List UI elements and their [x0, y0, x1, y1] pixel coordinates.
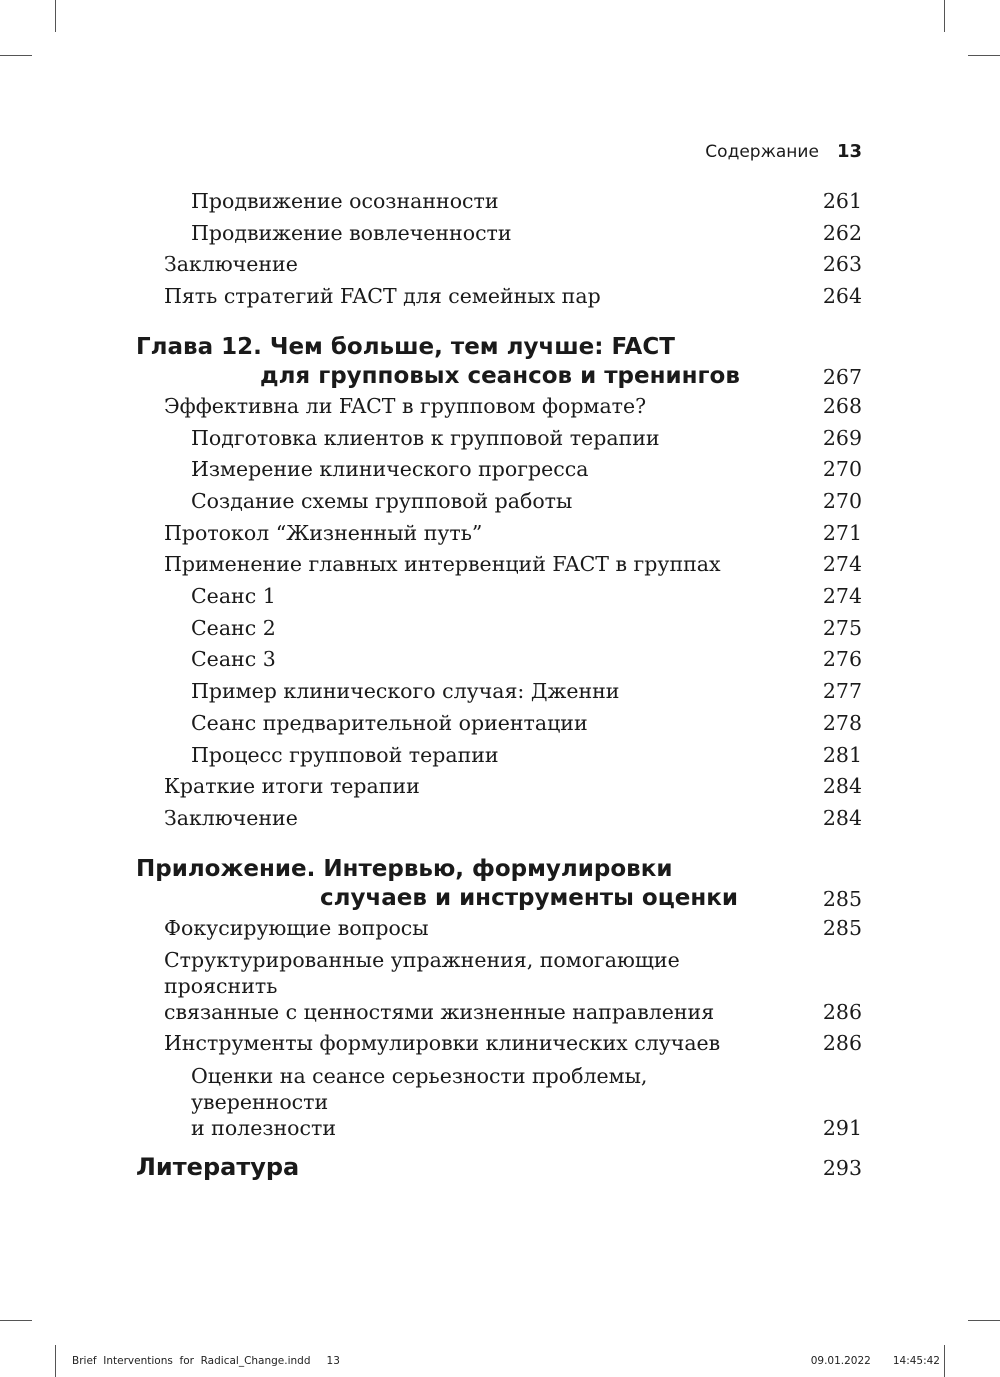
toc-entry-page: 276 [822, 647, 862, 672]
toc-entry[interactable] [191, 676, 862, 708]
toc-entry-page: 274 [822, 584, 862, 609]
toc-entry[interactable] [191, 708, 862, 740]
toc-entry-page: 261 [822, 189, 862, 213]
toc-entry[interactable] [164, 549, 862, 581]
toc-entry-page: 268 [822, 393, 862, 418]
crop-mark-top-right [944, 0, 945, 32]
toc-entry[interactable] [191, 454, 862, 486]
toc-entry-title: Сеанс 2 [191, 615, 276, 640]
appendix-title-line-1: Приложение. Интервью, формулировки [136, 855, 673, 882]
toc-entry[interactable] [191, 218, 862, 250]
toc-entry-page: 286 [822, 1031, 862, 1056]
toc-entry-title: Краткие итоги терапии [164, 774, 420, 799]
toc-entry[interactable] [164, 947, 862, 1025]
chapter-title-line-2: для групповых сеансов и тренингов [260, 362, 740, 389]
toc-chapter-12[interactable] [136, 333, 862, 391]
toc-entry-page: 275 [822, 615, 862, 640]
toc-entry[interactable] [191, 423, 862, 455]
toc-entry-page: 281 [822, 742, 862, 767]
toc-entry-page: 284 [822, 774, 862, 799]
toc-entry-page: 270 [822, 488, 862, 513]
toc-entry-title: Сеанс 1 [191, 584, 276, 609]
crop-mark-bottom-right-h [968, 1320, 1000, 1321]
toc-entry-title: Протокол “Жизненный путь” [164, 520, 483, 545]
crop-mark-bottom-left [55, 1345, 56, 1377]
toc-entry-title: Измерение клинического прогресса [191, 457, 589, 482]
toc-entry-page: 264 [822, 284, 862, 309]
toc-entry-title-line-1: Оценки на сеансе серьезности проблемы, уверенности [191, 1064, 648, 1115]
toc-entry[interactable] [191, 486, 862, 518]
toc-entry-title: Продвижение вовлеченности [191, 220, 512, 245]
slug-file-name: Brief Interventions for Radical_Change.indd [72, 1355, 311, 1367]
toc-entry-page: 262 [822, 220, 862, 245]
running-head [600, 140, 862, 164]
toc-entry[interactable] [164, 249, 862, 281]
toc-entry-page: 270 [822, 457, 862, 482]
slug-right [811, 1355, 940, 1367]
toc-entry-page: 278 [822, 710, 862, 735]
toc-entry-title: Заключение [164, 805, 298, 830]
crop-mark-bottom-right [944, 1345, 945, 1377]
toc-entry[interactable] [191, 186, 862, 218]
toc-entry[interactable] [164, 518, 862, 550]
toc-entry-title: Пять стратегий FACT для семейных пар [164, 284, 601, 309]
toc-entry-title: Продвижение осознанности [191, 189, 499, 213]
toc-entry-title: Применение главных интервенций FACT в группах [164, 552, 721, 577]
running-head-page-number: 13 [836, 141, 862, 162]
toc-entry-title: Сеанс 3 [191, 647, 276, 672]
toc-entry[interactable] [191, 613, 862, 645]
toc-entry-page: 269 [822, 425, 862, 450]
slug-date: 09.01.2022 [810, 1355, 871, 1367]
toc-entry-page: 271 [822, 520, 862, 545]
toc-literature[interactable] [136, 1153, 862, 1182]
slug-left [72, 1355, 340, 1367]
toc-entry[interactable] [164, 771, 862, 803]
toc-entry-title: Эффективна ли FACT в групповом формате? [164, 393, 647, 418]
toc-entry-title: Пример клинического случая: Дженни [191, 679, 620, 704]
toc-entry[interactable] [164, 1028, 862, 1060]
crop-mark-top-right-h [968, 55, 1000, 56]
slug-time: 14:45:42 [892, 1355, 940, 1367]
toc-entry-title: Фокусирующие вопросы [164, 915, 429, 940]
literature-title: Литература [136, 1153, 300, 1182]
toc-entry-page: 263 [822, 252, 862, 277]
toc-entry[interactable] [191, 581, 862, 613]
toc-appendix[interactable] [136, 855, 862, 913]
toc-entry-title: Инструменты формулировки клинических случаев [164, 1031, 721, 1056]
toc-entry-title-line-2: и полезности [191, 1116, 337, 1141]
toc-entry-title-line-1: Структурированные упражнения, помогающие прояснить [164, 948, 680, 999]
toc-entry[interactable] [191, 644, 862, 676]
toc-entry[interactable] [191, 1063, 862, 1141]
chapter-page: 267 [822, 364, 862, 389]
toc-entry-title: Сеанс предварительной ориентации [191, 710, 588, 735]
toc-entry-page: 284 [822, 805, 862, 830]
toc-entry-title: Создание схемы групповой работы [191, 488, 573, 513]
toc-entry-page: 274 [822, 552, 862, 577]
toc-entry-page: 277 [822, 679, 862, 704]
crop-mark-top-left-h [0, 55, 32, 56]
toc-entry[interactable] [164, 913, 862, 945]
appendix-title-line-2: случаев и инструменты оценки [320, 884, 738, 911]
toc-entry-title: Подготовка клиентов к групповой терапии [191, 425, 660, 450]
slug-page: 13 [326, 1355, 340, 1367]
toc-entry-page: 285 [822, 915, 862, 940]
toc-entry-title-line-2: связанные с ценностями жизненные направления [164, 1000, 715, 1025]
toc-entry-page: 291 [822, 1116, 862, 1141]
toc-entry[interactable] [164, 281, 862, 313]
appendix-page: 285 [822, 886, 862, 911]
toc-entry-title: Заключение [164, 252, 298, 277]
crop-mark-bottom-left-h [0, 1320, 32, 1321]
chapter-title-line-1: Глава 12. Чем больше, тем лучше: FACT [136, 333, 675, 360]
literature-page: 293 [822, 1156, 862, 1181]
crop-mark-top-left [55, 0, 56, 32]
toc-entry[interactable] [164, 803, 862, 835]
toc-entry[interactable] [164, 391, 862, 423]
table-of-contents [136, 186, 862, 1182]
toc-entry-page: 286 [822, 1000, 862, 1025]
running-head-section: Содержание [705, 142, 819, 162]
toc-entry-title: Процесс групповой терапии [191, 742, 499, 767]
toc-entry[interactable] [191, 740, 862, 772]
